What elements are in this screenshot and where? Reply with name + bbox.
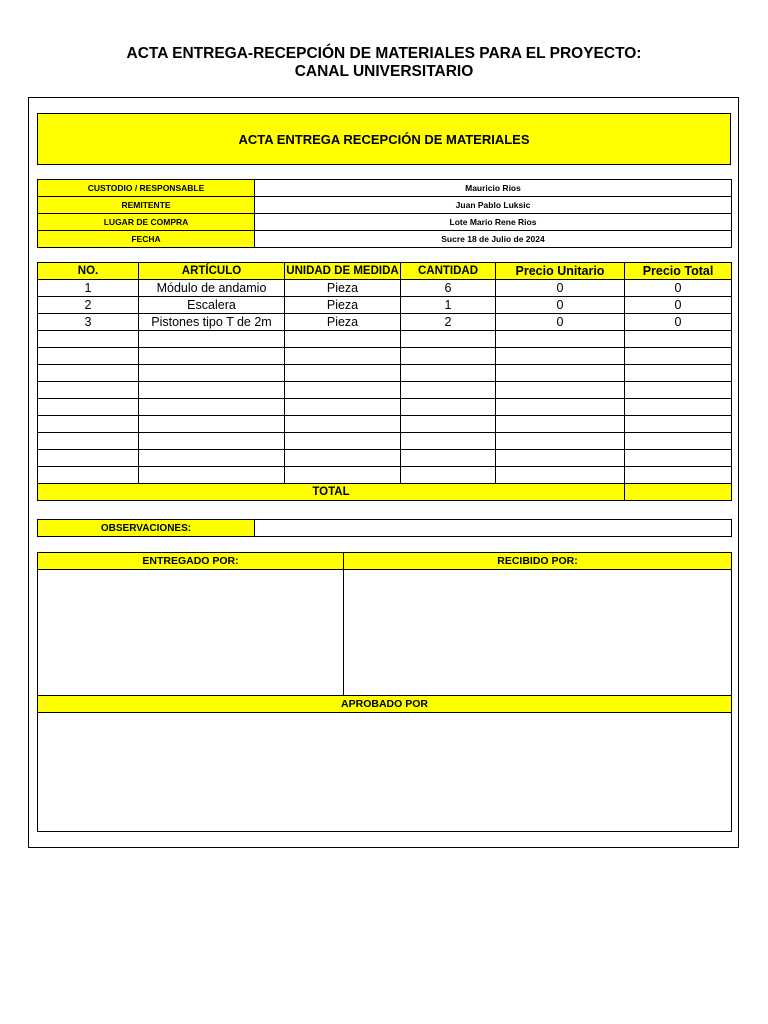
signatures-table <box>37 552 732 832</box>
form-banner <box>37 113 731 165</box>
approved-by-label: APROBADO POR <box>38 696 732 713</box>
empty-cell <box>496 382 625 399</box>
info-row-sender <box>38 197 732 214</box>
cell-total-price: 0 <box>625 280 732 297</box>
empty-cell <box>625 467 732 484</box>
cell-no: 2 <box>38 297 139 314</box>
empty-cell <box>38 331 139 348</box>
empty-cell <box>38 382 139 399</box>
signature-header-row <box>38 553 732 570</box>
info-row-date <box>38 231 732 248</box>
empty-row <box>38 433 732 450</box>
info-label: LUGAR DE COMPRA <box>38 214 255 231</box>
cell-no: 3 <box>38 314 139 331</box>
empty-row <box>38 365 732 382</box>
empty-cell <box>401 450 496 467</box>
empty-cell <box>496 331 625 348</box>
delivered-by-label: ENTREGADO POR: <box>38 553 344 570</box>
empty-cell <box>625 416 732 433</box>
empty-cell <box>139 365 285 382</box>
received-by-label: RECIBIDO POR: <box>344 553 732 570</box>
info-label: CUSTODIO / RESPONSABLE <box>38 180 255 197</box>
signature-space-row <box>38 570 732 696</box>
empty-cell <box>625 450 732 467</box>
empty-cell <box>139 382 285 399</box>
empty-cell <box>285 331 401 348</box>
empty-cell <box>496 433 625 450</box>
header-unit: UNIDAD DE MEDIDA <box>285 263 401 280</box>
empty-row <box>38 348 732 365</box>
empty-cell <box>139 467 285 484</box>
delivered-by-signature-area <box>38 570 344 696</box>
observations-field <box>255 520 732 537</box>
items-header-row <box>38 263 732 280</box>
cell-unit-price: 0 <box>496 280 625 297</box>
info-row-purchase-place <box>38 214 732 231</box>
observations-table <box>37 519 732 537</box>
empty-cell <box>401 382 496 399</box>
title-line-2: CANAL UNIVERSITARIO <box>294 63 474 80</box>
info-label: REMITENTE <box>38 197 255 214</box>
empty-cell <box>496 399 625 416</box>
empty-cell <box>38 467 139 484</box>
table-row <box>38 280 732 297</box>
empty-cell <box>139 450 285 467</box>
info-table <box>37 179 732 248</box>
observations-row <box>38 520 732 537</box>
empty-cell <box>139 416 285 433</box>
approved-header-row <box>38 696 732 713</box>
empty-cell <box>625 433 732 450</box>
empty-row <box>38 331 732 348</box>
observations-label: OBSERVACIONES: <box>38 520 255 537</box>
empty-cell <box>625 331 732 348</box>
cell-article: Escalera <box>139 297 285 314</box>
empty-cell <box>38 365 139 382</box>
approved-by-signature-area <box>38 713 732 832</box>
received-by-signature-area <box>344 570 732 696</box>
info-row-custodian <box>38 180 732 197</box>
table-row <box>38 314 732 331</box>
empty-cell <box>625 399 732 416</box>
header-total-price: Precio Total <box>625 263 732 280</box>
empty-cell <box>496 467 625 484</box>
cell-no: 1 <box>38 280 139 297</box>
title-line-1: ACTA ENTREGA-RECEPCIÓN DE MATERIALES PARA EL PROYECTO: <box>126 45 642 62</box>
cell-unit-price: 0 <box>496 297 625 314</box>
empty-cell <box>401 365 496 382</box>
empty-cell <box>496 416 625 433</box>
empty-cell <box>625 348 732 365</box>
empty-cell <box>38 399 139 416</box>
empty-row <box>38 416 732 433</box>
empty-cell <box>139 433 285 450</box>
empty-cell <box>139 331 285 348</box>
empty-cell <box>625 365 732 382</box>
banner-text: ACTA ENTREGA RECEPCIÓN DE MATERIALES <box>238 131 530 147</box>
cell-unit: Pieza <box>285 297 401 314</box>
empty-cell <box>139 348 285 365</box>
empty-cell <box>38 348 139 365</box>
empty-cell <box>496 365 625 382</box>
info-value: Juan Pablo Luksic <box>255 197 732 214</box>
cell-quantity: 2 <box>401 314 496 331</box>
cell-article: Módulo de andamio <box>139 280 285 297</box>
empty-cell <box>285 433 401 450</box>
info-label: FECHA <box>38 231 255 248</box>
total-row <box>38 484 732 501</box>
empty-cell <box>38 433 139 450</box>
empty-cell <box>38 416 139 433</box>
items-table <box>37 262 732 501</box>
cell-quantity: 1 <box>401 297 496 314</box>
cell-article: Pistones tipo T de 2m <box>139 314 285 331</box>
approved-space-row <box>38 713 732 832</box>
empty-cell <box>401 467 496 484</box>
empty-cell <box>285 382 401 399</box>
empty-cell <box>496 450 625 467</box>
empty-cell <box>625 382 732 399</box>
header-article: ARTÍCULO <box>139 263 285 280</box>
empty-cell <box>401 399 496 416</box>
empty-cell <box>285 450 401 467</box>
empty-cell <box>401 331 496 348</box>
cell-total-price: 0 <box>625 297 732 314</box>
empty-cell <box>401 348 496 365</box>
info-value: Lote Mario Rene Rios <box>255 214 732 231</box>
empty-cell <box>285 365 401 382</box>
document-title <box>0 45 768 81</box>
empty-cell <box>38 450 139 467</box>
empty-cell <box>285 348 401 365</box>
empty-cell <box>401 433 496 450</box>
empty-cell <box>285 467 401 484</box>
empty-cell <box>496 348 625 365</box>
empty-row <box>38 382 732 399</box>
info-value: Mauricio Rios <box>255 180 732 197</box>
cell-total-price: 0 <box>625 314 732 331</box>
header-unit-price: Precio Unitario <box>496 263 625 280</box>
empty-row <box>38 399 732 416</box>
empty-row <box>38 467 732 484</box>
cell-quantity: 6 <box>401 280 496 297</box>
total-label: TOTAL <box>38 484 625 501</box>
empty-cell <box>285 416 401 433</box>
cell-unit: Pieza <box>285 314 401 331</box>
table-row <box>38 297 732 314</box>
empty-cell <box>139 399 285 416</box>
header-quantity: CANTIDAD <box>401 263 496 280</box>
header-no: NO. <box>38 263 139 280</box>
empty-cell <box>401 416 496 433</box>
cell-unit: Pieza <box>285 280 401 297</box>
cell-unit-price: 0 <box>496 314 625 331</box>
total-value <box>625 484 732 501</box>
empty-cell <box>285 399 401 416</box>
empty-row <box>38 450 732 467</box>
info-value: Sucre 18 de Julio de 2024 <box>255 231 732 248</box>
